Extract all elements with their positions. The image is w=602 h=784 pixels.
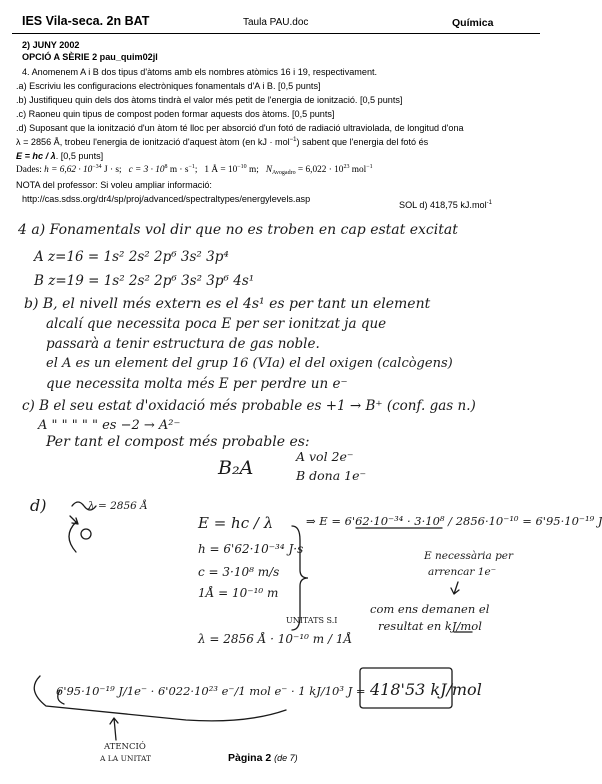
connection-loop <box>34 676 286 721</box>
subject-name: Química <box>452 17 494 29</box>
answer-a-config-A: A z=16 = 1s² 2s² 2p⁶ 3s² 3p⁴ <box>34 249 229 265</box>
atom-arc <box>69 522 76 552</box>
answer-d-formula: E = hc / λ <box>198 514 274 532</box>
answer-d-need-line1: E necessària per <box>424 550 514 562</box>
attention-arrow-icon <box>110 718 118 740</box>
answer-d-si-units: UNITATS S.I <box>286 616 338 625</box>
teacher-note: NOTA del professor: Si voleu ampliar informació: <box>16 180 212 190</box>
answer-c-note-A: A vol 2e⁻ <box>296 449 354 464</box>
answer-c-note-B: B dona 1e⁻ <box>296 468 367 483</box>
question-c: .c) Raoneu quin tipus de compost poden formar aquests dos àtoms. [0,5 punts] <box>16 109 335 119</box>
answer-c-line1: c) B el seu estat d'oxidació més probable es +1 → B⁺ (conf. gas n.) <box>22 398 476 414</box>
data-line: Dades: $h = 6,62 \cdot 10^{-34}$ J · s; $c = 3 \cdot 10^8$ $m \cdot s^{-1}$; 1 Å = $10^{-10}$ m; $N_{Avogadro} = 6,022 \cdot 10^{23}$ mol$^{-1}$ <box>16 164 373 176</box>
answer-d-h: h = 6'62·10⁻³⁴ J·s <box>198 542 304 556</box>
school-name: IES Vila-seca. 2n BAT <box>22 14 150 28</box>
photon-arrow-icon <box>70 516 78 524</box>
answer-d-ask-line1: com ens demanen el <box>370 602 490 616</box>
page-footer: Pàgina 2 (de 7) <box>228 752 298 764</box>
answer-b-line4: el A es un element del grup 16 (VIa) el del oxigen (calcògens) <box>46 356 453 371</box>
answer-b-line2: alcalí que necessita poca E per ser ionitzat ja que <box>46 316 387 332</box>
answer-c-formula: B₂A <box>218 457 254 479</box>
answer-d-angstrom: 1Å = 10⁻¹⁰ m <box>198 586 279 600</box>
file-name: Taula PAU.doc <box>243 17 309 28</box>
answer-d-c: c = 3·10⁸ m/s <box>198 565 280 579</box>
answer-c-line2: A " " " " " es −2 → A²⁻ <box>38 418 181 433</box>
question-d-line2: λ = 2856 Å, trobeu l'energia de ionització d'aquest àtom (en kJ · mol$^{-1}$) sabent que l'energia del fotó és <box>16 137 429 147</box>
answer-b-line1: b) B, el nivell més extern es el 4s¹ es per tant un element <box>24 296 431 312</box>
exam-session: 2) JUNY 2002 <box>22 40 80 50</box>
atom-icon <box>81 529 91 539</box>
answer-d-result: 418'53 kJ/mol <box>370 680 482 699</box>
reference-url: http://cas.sdss.org/dr4/sp/proj/advanced/spectraltypes/energylevels.asp <box>22 194 311 204</box>
answer-d-lambda: λ = 2856 Å <box>88 500 148 512</box>
answer-b-line3: passarà a tenir estructura de gas noble. <box>46 336 320 352</box>
data-brace <box>292 526 308 630</box>
exam-statement: 4. Anomenem A i B dos tipus d'àtoms amb els nombres atòmics 16 i 19, respectivament. <box>22 67 378 77</box>
answer-d-lambda-conversion: λ = 2856 Å · 10⁻¹⁰ m / 1Å <box>198 632 353 646</box>
answer-c-line3: Per tant el compost més probable es: <box>46 434 310 450</box>
answer-d-energy-calc: ⇒ E = 6'62·10⁻³⁴ · 3·10⁸ / 2856·10⁻¹⁰ = 6'95·10⁻¹⁹ J <box>306 514 602 528</box>
arrow-down-icon <box>451 582 459 594</box>
solution: SOL d) 418,75 kJ.mol$^{-1}$ <box>399 200 492 210</box>
result-box <box>360 668 452 708</box>
answer-d-label: d) <box>30 496 47 515</box>
question-a: .a) Escriviu les configuracions electròniques fonamentals d'A i B. [0,5 punts] <box>16 81 321 91</box>
exam-option: OPCIÓ A SÈRIE 2 pau_quim02jl <box>22 52 158 62</box>
attention-note-line2: A LA UNITAT <box>100 754 152 763</box>
answer-a-title: 4 a) Fonamentals vol dir que no es troben en cap estat excitat <box>18 222 458 238</box>
answer-b-line5: que necessita molta més E per perdre un e⁻ <box>46 376 348 392</box>
answer-d-need-line2: arrencar 1e⁻ <box>428 566 497 578</box>
question-d-line1: .d) Suposant que la ionització d'un àtom té lloc per absorció d'un fotó de radiació ultraviolada, de longitud d'ona <box>16 123 464 133</box>
answer-d-ask-line2: resultat en kJ/mol <box>378 619 482 633</box>
question-b: .b) Justifiqueu quin dels dos àtoms tindrà el valor més petit de l'energia de ionització. [0,5 punts] <box>16 95 403 105</box>
question-d-formula: E = hc / λ. [0,5 punts] <box>16 151 104 161</box>
answer-d-conversion: 6'95·10⁻¹⁹ J/1e⁻ · 6'022·10²³ e⁻/1 mol e⁻ · 1 kJ/10³ J = <box>56 684 366 698</box>
circle-mark <box>58 690 64 704</box>
attention-note-line1: ATENCIÓ <box>104 742 146 752</box>
answer-a-config-B: B z=19 = 1s² 2s² 2p⁶ 3s² 3p⁶ 4s¹ <box>34 273 255 289</box>
photon-wave <box>72 502 96 510</box>
